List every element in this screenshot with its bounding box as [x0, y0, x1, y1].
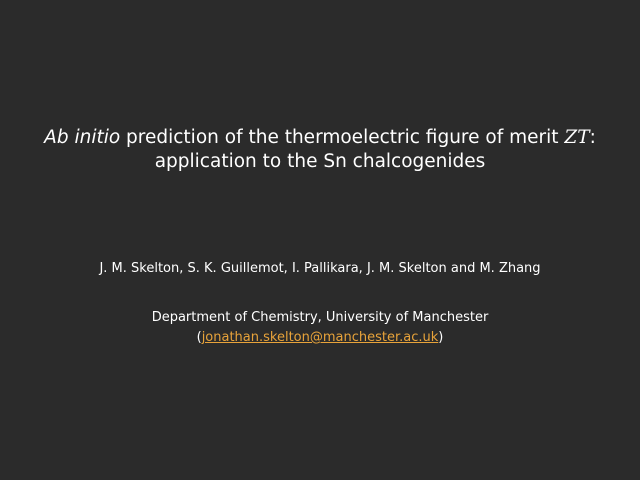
title-italic-term: Ab initio — [44, 127, 121, 148]
title-line-2: application to the Sn chalcogenides — [154, 151, 486, 172]
affiliation-block — [0, 308, 640, 348]
email-link[interactable]: jonathan.skelton@manchester.ac.uk — [201, 330, 439, 345]
close-paren: ) — [438, 330, 444, 345]
open-paren: ( — [196, 330, 202, 345]
contact-line — [0, 328, 640, 348]
title-math-zt: ZT — [564, 127, 590, 148]
presentation-title — [0, 126, 640, 174]
author-list: J. M. Skelton, S. K. Guillemot, I. Pallikara, J. M. Skelton and M. Zhang — [99, 261, 541, 276]
title-line-1 — [0, 126, 640, 150]
title-colon: : — [589, 127, 596, 148]
department-text: Department of Chemistry, University of Manchester — [151, 310, 489, 325]
title-text: prediction of the thermoelectric figure of merit — [120, 127, 565, 148]
